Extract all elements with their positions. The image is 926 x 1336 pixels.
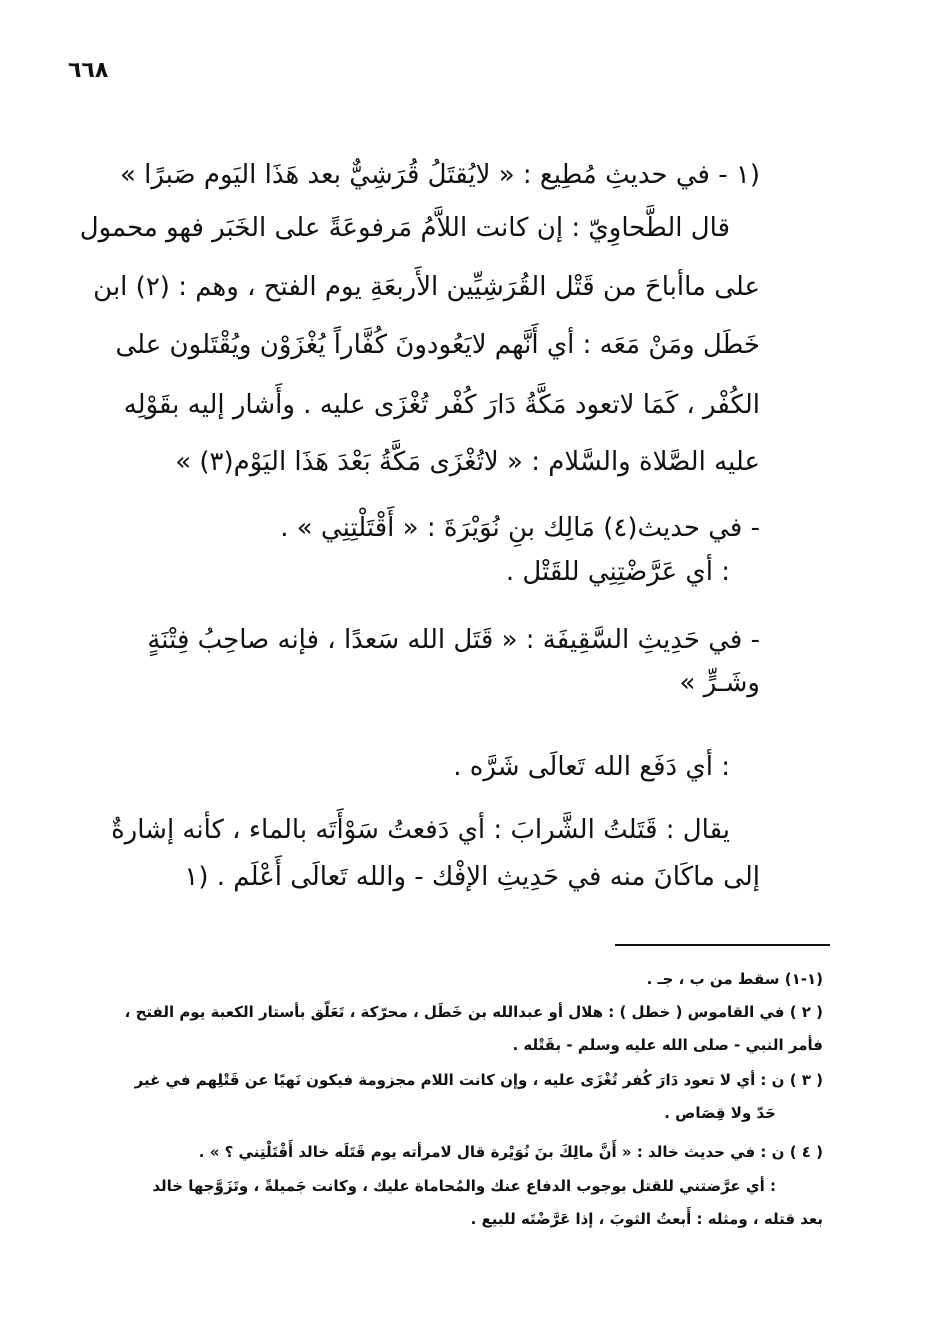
footnote-text: فأمر النبي - صلى الله عليه وسلم - بقَتْله . (512, 1036, 823, 1054)
body-line: : أي دَفَع الله تَعالَى شَرَّه . (453, 752, 730, 782)
footnote-text: : أي عرَّضتني للقتل بوجوب الدفاع عنك والمُحاماة عليك ، وكانت جَميلةً ، وتَزَوَّجها خالد (152, 1177, 776, 1195)
body-line: وشَـرٍّ » (679, 668, 760, 698)
footnote-marker: ( ٤ ) (789, 1143, 823, 1161)
body-line: - في حديث(٤) مَالِك بنِ نُوَيْرَةَ : « أَقْتَلْتِنِي » . (280, 513, 760, 543)
body-line: خَطَل ومَنْ مَعَه : أي أَنَّهم لايَعُودونَ كُفَّاراً يُغْزَوْن ويُقْتَلون على (115, 330, 760, 360)
body-line: (١ - في حديثِ مُطِيع : « لايُقتَلُ قُرَشِيٌّ بعد هَذَا اليَوم صَبرًا » (119, 160, 760, 190)
footnote-4 (199, 1143, 823, 1161)
body-line: يقال : قَتَلتُ الشَّرابَ : أي دَفعتُ سَوْأَتَه بالماء ، كأنه إشارةٌ (111, 815, 730, 845)
footnote-text: في القاموس ( خطل ) : هلال أو عبدالله بن خَطَل ، محرّكة ، تَعَلّق بأستار الكعبة يوم الفتح ، (124, 1003, 785, 1021)
footnote-3 (135, 1071, 823, 1089)
footnote-marker: ( ٣ ) (789, 1071, 823, 1089)
footnote-2 (125, 1003, 823, 1021)
footnote-1 (647, 970, 823, 988)
body-line: - في حَدِيثِ السَّقِيفَة : « قَتَل الله سَعدًا ، فإنه صاحِبُ فِتْنَةٍ (147, 625, 760, 655)
footnote-marker: (١-١) (784, 970, 823, 988)
footnote-text: ن : في حديث خالد : « أَنَّ مالِكَ بنَ نُوَيْرة قال لامرأته يوم قَتَلَه خالد أَقْتَلْتِني ؟ » . (198, 1143, 785, 1161)
footnote-text: سقط من ب ، جـ . (646, 970, 780, 988)
body-line: الكُفْر ، كَمَا لاتعود مَكَّةُ دَارَ كُفْر تُغْزَى عليه . وأَشار إليه بقَوْلِه (123, 390, 760, 420)
footnote-text: ن : أي لا تعود دَارَ كُفر تُغْزَى عليه ، وإن كانت اللام مجزومة فيكون نَهيًا عن قَتْلِهم في غير (134, 1071, 785, 1089)
footnote-text: حَدّ ولا قِصَاص . (664, 1104, 776, 1122)
footnote-marker: ( ٢ ) (789, 1003, 823, 1021)
body-line: على ماأباحَ من قَتْل القُرَشِيِّين الأَربعَةِ يوم الفتح ، وهم : (٢) ابن (93, 272, 760, 302)
body-line: : أي عَرَّضْتِنِي للقَتْل . (505, 557, 730, 587)
body-line: إلى ماكَانَ منه في حَدِيثِ الإفْك - والله تَعالَى أَعْلَم . (١ (184, 862, 760, 892)
page-number: ٦٦٨ (68, 58, 109, 83)
body-line: قال الطَّحاوِيّ : إن كانت اللاَّمُ مَرفوعَةً على الخَبَر فهو محمول (79, 213, 730, 243)
footnote-text: بعد قتله ، ومثله : أَبعتُ الثوبَ ، إذا عَرَّضْتَه للبيع . (470, 1210, 823, 1228)
footnote-divider (615, 944, 830, 946)
body-line: عليه الصَّلاة والسَّلام : « لاتُغْزَى مَكَّةُ بَعْدَ هَذَا اليَوْم(٣) » (175, 447, 760, 477)
